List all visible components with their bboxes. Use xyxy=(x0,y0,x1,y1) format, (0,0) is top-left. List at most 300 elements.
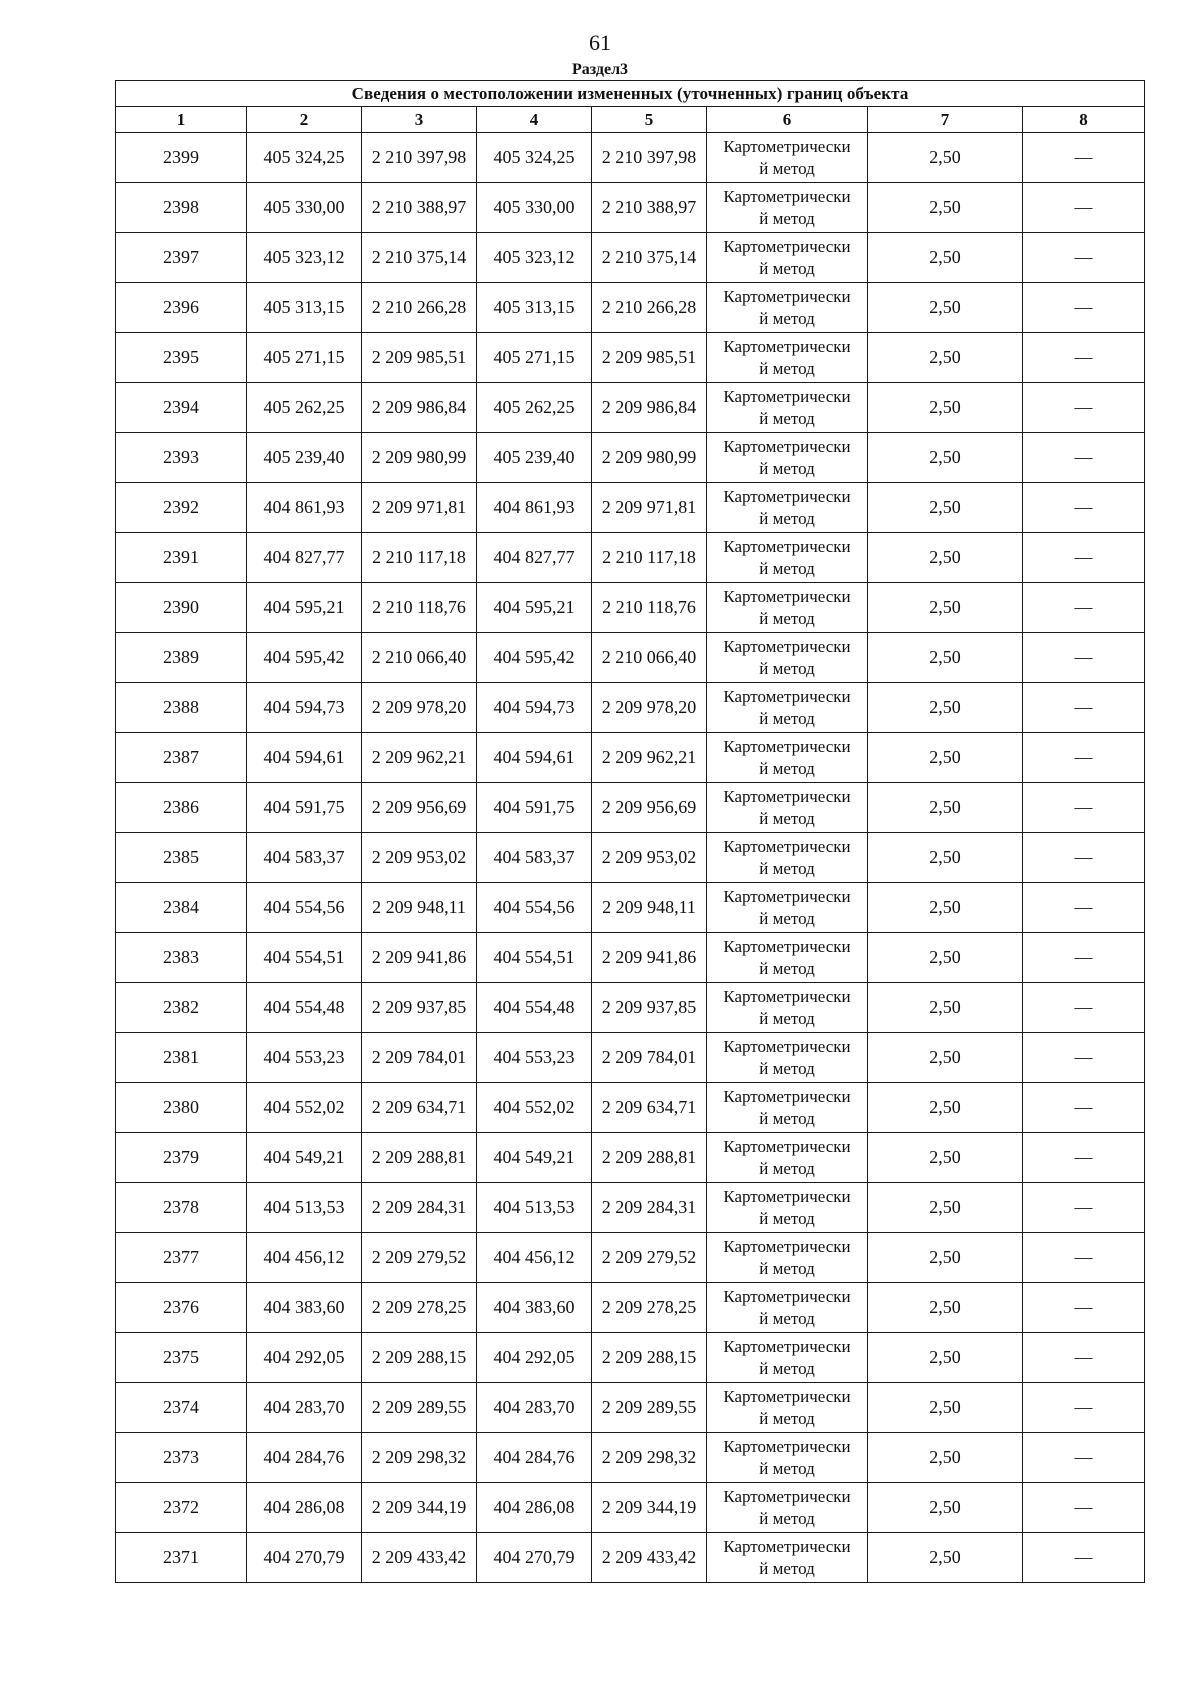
method-text-line-1: Картометрически xyxy=(723,1086,851,1106)
y-coordinate-refined-cell: 2 209 344,19 xyxy=(592,1483,707,1533)
x-coordinate-existing-cell: 405 313,15 xyxy=(247,283,362,333)
accuracy-cell: 2,50 xyxy=(868,483,1023,533)
x-coordinate-existing-cell: 404 554,56 xyxy=(247,883,362,933)
x-coordinate-existing-cell: 404 554,51 xyxy=(247,933,362,983)
accuracy-cell: 2,50 xyxy=(868,683,1023,733)
x-coordinate-refined-cell: 405 323,12 xyxy=(477,233,592,283)
y-coordinate-existing-cell: 2 209 279,52 xyxy=(362,1233,477,1283)
method-cell xyxy=(707,1533,868,1583)
column-number: 2 xyxy=(247,107,362,133)
method-text-line-1: Картометрически xyxy=(723,886,851,906)
x-coordinate-refined-cell: 404 553,23 xyxy=(477,1033,592,1083)
table-row xyxy=(116,1283,1145,1333)
method-text-line-1: Картометрически xyxy=(723,136,851,156)
x-coordinate-existing-cell: 405 239,40 xyxy=(247,433,362,483)
point-number-cell: 2384 xyxy=(116,883,247,933)
point-number-cell: 2374 xyxy=(116,1383,247,1433)
note-cell: — xyxy=(1023,133,1145,183)
method-text-line-2: й метод xyxy=(759,958,815,978)
y-coordinate-refined-cell: 2 210 117,18 xyxy=(592,533,707,583)
y-coordinate-existing-cell: 2 209 278,25 xyxy=(362,1283,477,1333)
x-coordinate-existing-cell: 404 456,12 xyxy=(247,1233,362,1283)
y-coordinate-existing-cell: 2 210 066,40 xyxy=(362,633,477,683)
method-text-line-1: Картометрически xyxy=(723,986,851,1006)
note-cell: — xyxy=(1023,1233,1145,1283)
method-text-line-2: й метод xyxy=(759,758,815,778)
method-text-line-2: й метод xyxy=(759,1458,815,1478)
note-cell: — xyxy=(1023,233,1145,283)
y-coordinate-existing-cell: 2 209 344,19 xyxy=(362,1483,477,1533)
point-number-cell: 2397 xyxy=(116,233,247,283)
note-cell: — xyxy=(1023,1283,1145,1333)
method-cell xyxy=(707,433,868,483)
note-cell: — xyxy=(1023,183,1145,233)
accuracy-cell: 2,50 xyxy=(868,583,1023,633)
y-coordinate-existing-cell: 2 210 117,18 xyxy=(362,533,477,583)
method-text-line-1: Картометрически xyxy=(723,436,851,456)
method-cell xyxy=(707,1033,868,1083)
method-cell xyxy=(707,833,868,883)
x-coordinate-refined-cell: 404 552,02 xyxy=(477,1083,592,1133)
note-cell: — xyxy=(1023,883,1145,933)
table-row xyxy=(116,1083,1145,1133)
method-cell xyxy=(707,933,868,983)
y-coordinate-refined-cell: 2 209 279,52 xyxy=(592,1233,707,1283)
x-coordinate-existing-cell: 404 286,08 xyxy=(247,1483,362,1533)
y-coordinate-refined-cell: 2 209 784,01 xyxy=(592,1033,707,1083)
note-cell: — xyxy=(1023,533,1145,583)
table-row xyxy=(116,933,1145,983)
accuracy-cell: 2,50 xyxy=(868,783,1023,833)
y-coordinate-refined-cell: 2 209 971,81 xyxy=(592,483,707,533)
table-row xyxy=(116,233,1145,283)
table-caption: Сведения о местоположении измененных (уточненных) границ объекта xyxy=(116,81,1145,107)
method-text-line-1: Картометрически xyxy=(723,1286,851,1306)
y-coordinate-refined-cell: 2 210 388,97 xyxy=(592,183,707,233)
note-cell: — xyxy=(1023,1483,1145,1533)
point-number-cell: 2379 xyxy=(116,1133,247,1183)
x-coordinate-refined-cell: 404 595,42 xyxy=(477,633,592,683)
method-text-line-1: Картометрически xyxy=(723,536,851,556)
method-text-line-2: й метод xyxy=(759,908,815,928)
method-text-line-1: Картометрически xyxy=(723,1236,851,1256)
y-coordinate-existing-cell: 2 209 971,81 xyxy=(362,483,477,533)
x-coordinate-refined-cell: 404 383,60 xyxy=(477,1283,592,1333)
table-row xyxy=(116,733,1145,783)
note-cell: — xyxy=(1023,783,1145,833)
accuracy-cell: 2,50 xyxy=(868,233,1023,283)
accuracy-cell: 2,50 xyxy=(868,1383,1023,1433)
x-coordinate-existing-cell: 404 553,23 xyxy=(247,1033,362,1083)
y-coordinate-existing-cell: 2 209 784,01 xyxy=(362,1033,477,1083)
x-coordinate-refined-cell: 405 330,00 xyxy=(477,183,592,233)
section-title: Раздел3 xyxy=(571,61,629,78)
y-coordinate-refined-cell: 2 209 278,25 xyxy=(592,1283,707,1333)
x-coordinate-refined-cell: 404 827,77 xyxy=(477,533,592,583)
x-coordinate-refined-cell: 404 284,76 xyxy=(477,1433,592,1483)
method-cell xyxy=(707,1183,868,1233)
point-number-cell: 2377 xyxy=(116,1233,247,1283)
method-text-line-1: Картометрически xyxy=(723,1436,851,1456)
table-row xyxy=(116,683,1145,733)
method-text-line-1: Картометрически xyxy=(723,936,851,956)
method-text-line-1: Картометрически xyxy=(723,1386,851,1406)
method-text-line-2: й метод xyxy=(759,1208,815,1228)
table-row xyxy=(116,283,1145,333)
x-coordinate-refined-cell: 404 513,53 xyxy=(477,1183,592,1233)
y-coordinate-refined-cell: 2 210 266,28 xyxy=(592,283,707,333)
method-text-line-1: Картометрически xyxy=(723,386,851,406)
method-text-line-1: Картометрически xyxy=(723,736,851,756)
y-coordinate-existing-cell: 2 209 289,55 xyxy=(362,1383,477,1433)
method-text-line-2: й метод xyxy=(759,158,815,178)
y-coordinate-existing-cell: 2 209 962,21 xyxy=(362,733,477,783)
x-coordinate-refined-cell: 404 583,37 xyxy=(477,833,592,883)
x-coordinate-existing-cell: 404 283,70 xyxy=(247,1383,362,1433)
point-number-cell: 2399 xyxy=(116,133,247,183)
method-cell xyxy=(707,233,868,283)
point-number-cell: 2383 xyxy=(116,933,247,983)
x-coordinate-existing-cell: 404 292,05 xyxy=(247,1333,362,1383)
method-text-line-2: й метод xyxy=(759,308,815,328)
x-coordinate-existing-cell: 404 284,76 xyxy=(247,1433,362,1483)
note-cell: — xyxy=(1023,833,1145,883)
point-number-cell: 2395 xyxy=(116,333,247,383)
table-row xyxy=(116,533,1145,583)
table-row xyxy=(116,1183,1145,1233)
x-coordinate-refined-cell: 404 594,61 xyxy=(477,733,592,783)
method-cell xyxy=(707,383,868,433)
method-cell xyxy=(707,983,868,1033)
note-cell: — xyxy=(1023,1083,1145,1133)
method-cell xyxy=(707,1233,868,1283)
method-text-line-1: Картометрически xyxy=(723,1186,851,1206)
x-coordinate-existing-cell: 404 270,79 xyxy=(247,1533,362,1583)
x-coordinate-existing-cell: 404 594,61 xyxy=(247,733,362,783)
note-cell: — xyxy=(1023,283,1145,333)
x-coordinate-refined-cell: 405 313,15 xyxy=(477,283,592,333)
table-row xyxy=(116,433,1145,483)
x-coordinate-refined-cell: 404 594,73 xyxy=(477,683,592,733)
method-text-line-1: Картометрически xyxy=(723,586,851,606)
method-text-line-2: й метод xyxy=(759,1108,815,1128)
point-number-cell: 2381 xyxy=(116,1033,247,1083)
point-number-cell: 2388 xyxy=(116,683,247,733)
accuracy-cell: 2,50 xyxy=(868,333,1023,383)
method-cell xyxy=(707,683,868,733)
x-coordinate-refined-cell: 404 861,93 xyxy=(477,483,592,533)
x-coordinate-refined-cell: 404 286,08 xyxy=(477,1483,592,1533)
table-caption-row xyxy=(116,81,1145,107)
method-text-line-2: й метод xyxy=(759,258,815,278)
point-number-cell: 2376 xyxy=(116,1283,247,1333)
point-number-cell: 2389 xyxy=(116,633,247,683)
y-coordinate-refined-cell: 2 209 941,86 xyxy=(592,933,707,983)
y-coordinate-refined-cell: 2 209 948,11 xyxy=(592,883,707,933)
method-cell xyxy=(707,1133,868,1183)
y-coordinate-existing-cell: 2 209 634,71 xyxy=(362,1083,477,1133)
x-coordinate-refined-cell: 404 591,75 xyxy=(477,783,592,833)
column-number: 4 xyxy=(477,107,592,133)
method-text-line-1: Картометрически xyxy=(723,786,851,806)
y-coordinate-existing-cell: 2 209 986,84 xyxy=(362,383,477,433)
method-text-line-1: Картометрически xyxy=(723,336,851,356)
x-coordinate-existing-cell: 404 583,37 xyxy=(247,833,362,883)
y-coordinate-refined-cell: 2 210 375,14 xyxy=(592,233,707,283)
note-cell: — xyxy=(1023,1133,1145,1183)
method-text-line-2: й метод xyxy=(759,1308,815,1328)
method-cell xyxy=(707,633,868,683)
table-body xyxy=(116,133,1145,1583)
method-text-line-2: й метод xyxy=(759,1258,815,1278)
y-coordinate-existing-cell: 2 209 956,69 xyxy=(362,783,477,833)
method-cell xyxy=(707,883,868,933)
accuracy-cell: 2,50 xyxy=(868,1333,1023,1383)
note-cell: — xyxy=(1023,733,1145,783)
y-coordinate-existing-cell: 2 209 433,42 xyxy=(362,1533,477,1583)
x-coordinate-refined-cell: 405 262,25 xyxy=(477,383,592,433)
method-text-line-2: й метод xyxy=(759,458,815,478)
method-cell xyxy=(707,583,868,633)
note-cell: — xyxy=(1023,1033,1145,1083)
table-row xyxy=(116,633,1145,683)
note-cell: — xyxy=(1023,333,1145,383)
y-coordinate-existing-cell: 2 209 978,20 xyxy=(362,683,477,733)
method-text-line-2: й метод xyxy=(759,508,815,528)
method-text-line-2: й метод xyxy=(759,608,815,628)
y-coordinate-refined-cell: 2 210 066,40 xyxy=(592,633,707,683)
y-coordinate-refined-cell: 2 209 985,51 xyxy=(592,333,707,383)
point-number-cell: 2394 xyxy=(116,383,247,433)
point-number-cell: 2380 xyxy=(116,1083,247,1133)
y-coordinate-existing-cell: 2 209 941,86 xyxy=(362,933,477,983)
accuracy-cell: 2,50 xyxy=(868,433,1023,483)
x-coordinate-refined-cell: 405 324,25 xyxy=(477,133,592,183)
column-number: 5 xyxy=(592,107,707,133)
table-row xyxy=(116,583,1145,633)
column-number: 1 xyxy=(116,107,247,133)
method-text-line-2: й метод xyxy=(759,1508,815,1528)
y-coordinate-existing-cell: 2 209 298,32 xyxy=(362,1433,477,1483)
y-coordinate-refined-cell: 2 209 433,42 xyxy=(592,1533,707,1583)
x-coordinate-existing-cell: 404 549,21 xyxy=(247,1133,362,1183)
point-number-cell: 2375 xyxy=(116,1333,247,1383)
point-number-cell: 2385 xyxy=(116,833,247,883)
method-text-line-1: Картометрически xyxy=(723,186,851,206)
accuracy-cell: 2,50 xyxy=(868,933,1023,983)
note-cell: — xyxy=(1023,583,1145,633)
x-coordinate-existing-cell: 404 513,53 xyxy=(247,1183,362,1233)
table-row xyxy=(116,1483,1145,1533)
column-number: 6 xyxy=(707,107,868,133)
point-number-cell: 2391 xyxy=(116,533,247,583)
y-coordinate-existing-cell: 2 209 980,99 xyxy=(362,433,477,483)
x-coordinate-refined-cell: 405 271,15 xyxy=(477,333,592,383)
point-number-cell: 2393 xyxy=(116,433,247,483)
x-coordinate-existing-cell: 404 554,48 xyxy=(247,983,362,1033)
method-cell xyxy=(707,483,868,533)
point-number-cell: 2387 xyxy=(116,733,247,783)
accuracy-cell: 2,50 xyxy=(868,833,1023,883)
table-row xyxy=(116,883,1145,933)
table-row xyxy=(116,483,1145,533)
accuracy-cell: 2,50 xyxy=(868,1233,1023,1283)
y-coordinate-existing-cell: 2 209 288,15 xyxy=(362,1333,477,1383)
point-number-cell: 2398 xyxy=(116,183,247,233)
table-row xyxy=(116,1133,1145,1183)
point-number-cell: 2378 xyxy=(116,1183,247,1233)
accuracy-cell: 2,50 xyxy=(868,133,1023,183)
table-row xyxy=(116,1383,1145,1433)
accuracy-cell: 2,50 xyxy=(868,183,1023,233)
method-cell xyxy=(707,1333,868,1383)
y-coordinate-refined-cell: 2 209 956,69 xyxy=(592,783,707,833)
x-coordinate-existing-cell: 404 594,73 xyxy=(247,683,362,733)
x-coordinate-refined-cell: 404 595,21 xyxy=(477,583,592,633)
note-cell: — xyxy=(1023,633,1145,683)
y-coordinate-refined-cell: 2 210 118,76 xyxy=(592,583,707,633)
x-coordinate-refined-cell: 404 292,05 xyxy=(477,1333,592,1383)
x-coordinate-existing-cell: 404 827,77 xyxy=(247,533,362,583)
accuracy-cell: 2,50 xyxy=(868,733,1023,783)
y-coordinate-existing-cell: 2 209 985,51 xyxy=(362,333,477,383)
method-cell xyxy=(707,283,868,333)
method-text-line-2: й метод xyxy=(759,808,815,828)
table-row xyxy=(116,1433,1145,1483)
note-cell: — xyxy=(1023,483,1145,533)
accuracy-cell: 2,50 xyxy=(868,1483,1023,1533)
x-coordinate-existing-cell: 405 262,25 xyxy=(247,383,362,433)
accuracy-cell: 2,50 xyxy=(868,633,1023,683)
method-text-line-2: й метод xyxy=(759,1058,815,1078)
table-row xyxy=(116,1233,1145,1283)
y-coordinate-existing-cell: 2 210 375,14 xyxy=(362,233,477,283)
accuracy-cell: 2,50 xyxy=(868,1183,1023,1233)
x-coordinate-existing-cell: 404 591,75 xyxy=(247,783,362,833)
column-number: 8 xyxy=(1023,107,1145,133)
method-text-line-1: Картометрически xyxy=(723,1136,851,1156)
y-coordinate-existing-cell: 2 210 118,76 xyxy=(362,583,477,633)
x-coordinate-existing-cell: 405 324,25 xyxy=(247,133,362,183)
method-text-line-2: й метод xyxy=(759,408,815,428)
column-number-row xyxy=(116,107,1145,133)
method-cell xyxy=(707,333,868,383)
method-cell xyxy=(707,733,868,783)
x-coordinate-existing-cell: 404 383,60 xyxy=(247,1283,362,1333)
table-row xyxy=(116,1033,1145,1083)
x-coordinate-refined-cell: 404 554,56 xyxy=(477,883,592,933)
method-text-line-1: Картометрически xyxy=(723,1036,851,1056)
method-text-line-2: й метод xyxy=(759,208,815,228)
x-coordinate-existing-cell: 404 552,02 xyxy=(247,1083,362,1133)
table-row xyxy=(116,833,1145,883)
point-number-cell: 2373 xyxy=(116,1433,247,1483)
x-coordinate-existing-cell: 405 323,12 xyxy=(247,233,362,283)
point-number-cell: 2372 xyxy=(116,1483,247,1533)
y-coordinate-existing-cell: 2 210 397,98 xyxy=(362,133,477,183)
y-coordinate-refined-cell: 2 209 986,84 xyxy=(592,383,707,433)
method-cell xyxy=(707,1083,868,1133)
method-text-line-1: Картометрически xyxy=(723,486,851,506)
method-text-line-1: Картометрически xyxy=(723,1486,851,1506)
x-coordinate-refined-cell: 404 270,79 xyxy=(477,1533,592,1583)
accuracy-cell: 2,50 xyxy=(868,1533,1023,1583)
y-coordinate-existing-cell: 2 209 953,02 xyxy=(362,833,477,883)
method-text-line-1: Картометрически xyxy=(723,836,851,856)
method-text-line-2: й метод xyxy=(759,558,815,578)
method-text-line-1: Картометрически xyxy=(723,236,851,256)
note-cell: — xyxy=(1023,1383,1145,1433)
y-coordinate-existing-cell: 2 209 937,85 xyxy=(362,983,477,1033)
note-cell: — xyxy=(1023,1533,1145,1583)
table-row xyxy=(116,783,1145,833)
note-cell: — xyxy=(1023,1433,1145,1483)
y-coordinate-existing-cell: 2 209 288,81 xyxy=(362,1133,477,1183)
y-coordinate-refined-cell: 2 209 953,02 xyxy=(592,833,707,883)
y-coordinate-existing-cell: 2 209 948,11 xyxy=(362,883,477,933)
accuracy-cell: 2,50 xyxy=(868,1283,1023,1333)
x-coordinate-refined-cell: 404 283,70 xyxy=(477,1383,592,1433)
method-text-line-2: й метод xyxy=(759,1158,815,1178)
x-coordinate-existing-cell: 404 861,93 xyxy=(247,483,362,533)
method-text-line-1: Картометрически xyxy=(723,686,851,706)
point-number-cell: 2382 xyxy=(116,983,247,1033)
note-cell: — xyxy=(1023,383,1145,433)
method-text-line-2: й метод xyxy=(759,1008,815,1028)
y-coordinate-refined-cell: 2 209 634,71 xyxy=(592,1083,707,1133)
y-coordinate-refined-cell: 2 209 962,21 xyxy=(592,733,707,783)
table-row xyxy=(116,1333,1145,1383)
x-coordinate-refined-cell: 404 456,12 xyxy=(477,1233,592,1283)
y-coordinate-existing-cell: 2 210 266,28 xyxy=(362,283,477,333)
y-coordinate-refined-cell: 2 209 284,31 xyxy=(592,1183,707,1233)
method-cell xyxy=(707,1483,868,1533)
column-number: 3 xyxy=(362,107,477,133)
method-text-line-2: й метод xyxy=(759,1558,815,1578)
note-cell: — xyxy=(1023,933,1145,983)
method-text-line-1: Картометрически xyxy=(723,286,851,306)
method-cell xyxy=(707,133,868,183)
point-number-cell: 2392 xyxy=(116,483,247,533)
y-coordinate-refined-cell: 2 209 937,85 xyxy=(592,983,707,1033)
accuracy-cell: 2,50 xyxy=(868,883,1023,933)
note-cell: — xyxy=(1023,983,1145,1033)
note-cell: — xyxy=(1023,683,1145,733)
table-row xyxy=(116,333,1145,383)
accuracy-cell: 2,50 xyxy=(868,383,1023,433)
y-coordinate-existing-cell: 2 210 388,97 xyxy=(362,183,477,233)
accuracy-cell: 2,50 xyxy=(868,983,1023,1033)
y-coordinate-refined-cell: 2 209 289,55 xyxy=(592,1383,707,1433)
note-cell: — xyxy=(1023,1183,1145,1233)
point-number-cell: 2371 xyxy=(116,1533,247,1583)
page-number: 61 xyxy=(589,30,611,55)
method-cell xyxy=(707,533,868,583)
method-text-line-2: й метод xyxy=(759,858,815,878)
y-coordinate-refined-cell: 2 209 298,32 xyxy=(592,1433,707,1483)
method-cell xyxy=(707,783,868,833)
accuracy-cell: 2,50 xyxy=(868,1133,1023,1183)
method-text-line-1: Картометрически xyxy=(723,1336,851,1356)
accuracy-cell: 2,50 xyxy=(868,1083,1023,1133)
point-number-cell: 2386 xyxy=(116,783,247,833)
accuracy-cell: 2,50 xyxy=(868,1433,1023,1483)
point-number-cell: 2396 xyxy=(116,283,247,333)
table-row xyxy=(116,383,1145,433)
y-coordinate-refined-cell: 2 209 288,81 xyxy=(592,1133,707,1183)
method-cell xyxy=(707,1383,868,1433)
table-row xyxy=(116,983,1145,1033)
